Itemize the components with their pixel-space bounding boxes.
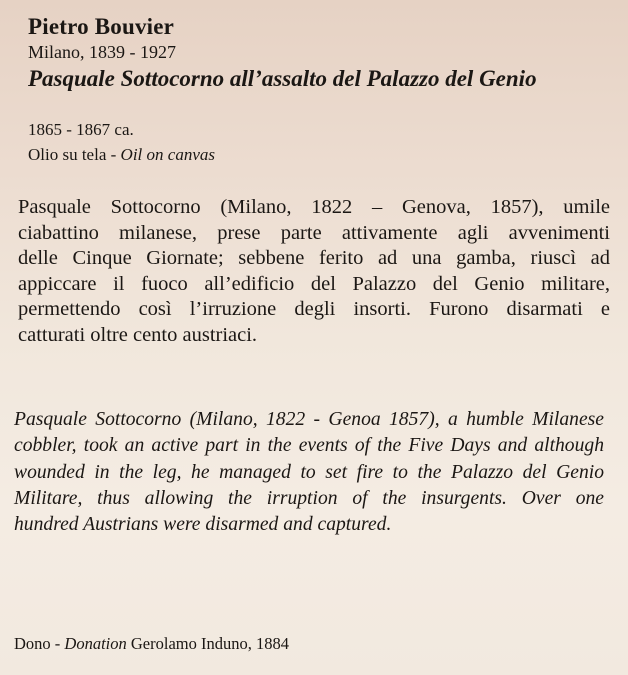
description-english-line: wounded in the leg, he managed to set fire to the Palazzo del Genio [14, 461, 604, 483]
credit-line [14, 634, 289, 654]
description-italian-line: delle Cinque Giornate; sebbene ferito ad una gamba, riuscì ad [18, 247, 610, 270]
description-italian-line: catturati oltre cento austriaci. [18, 323, 258, 346]
description-english-line: hundred Austrians were disarmed and captured. [14, 514, 392, 536]
artwork-medium [28, 145, 215, 165]
credit-english: Donation [64, 634, 127, 653]
description-english-line: Pasquale Sottocorno (Milano, 1822 - Genoa 1857), a humble Milanese [14, 409, 604, 430]
description-italian-line: Pasquale Sottocorno (Milano, 1822 – Genova, 1857), umile [18, 196, 610, 218]
description-english [14, 407, 604, 538]
artwork-dates: 1865 - 1867 ca. [28, 120, 134, 139]
medium-english: Oil on canvas [120, 145, 215, 164]
artist-life: Milano, 1839 - 1927 [28, 42, 176, 62]
artwork-title: Pasquale Sottocorno all’assalto del Palazzo del Genio [28, 66, 537, 91]
description-english-line: Militare, thus allowing the irruption of the insurgents. Over one [14, 487, 604, 509]
credit-italian: Dono - [14, 634, 65, 653]
description-italian [18, 195, 610, 349]
medium-italian: Olio su tela - [28, 145, 121, 164]
description-italian-line: ciabattino milanese, prese parte attivamente agli avvenimenti [18, 221, 610, 244]
credit-donor: Gerolamo Induno, 1884 [126, 634, 289, 653]
description-english-line: cobbler, took an active part in the events of the Five Days and although [14, 435, 604, 457]
description-italian-line: permettendo così l’irruzione degli insorti. Furono disarmati e [18, 298, 610, 321]
description-italian-line: appiccare il fuoco all’edificio del Palazzo del Genio militare, [18, 272, 610, 295]
artist-name: Pietro Bouvier [28, 14, 175, 39]
